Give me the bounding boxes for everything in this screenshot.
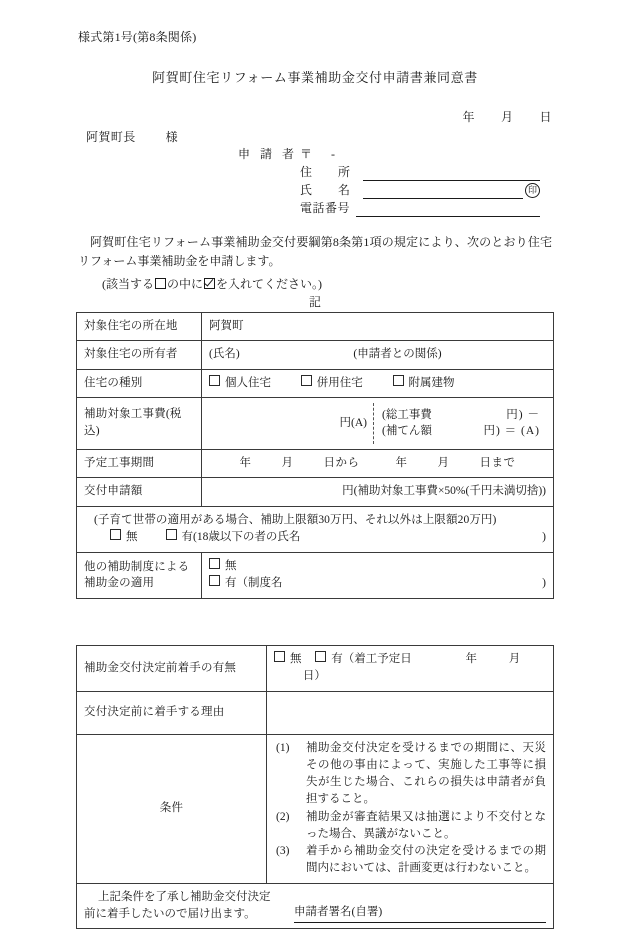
table-row-reason bbox=[77, 691, 554, 734]
period-to-year: 年 bbox=[395, 457, 408, 470]
row-value-owner[interactable] bbox=[202, 341, 554, 369]
label-other-subsidy-none: 無 bbox=[225, 560, 237, 573]
row-label-housing-type: 住宅の種別 bbox=[77, 369, 202, 397]
condition-item bbox=[274, 843, 546, 878]
label-childcare-none: 無 bbox=[126, 530, 138, 543]
row-value-other-subsidy bbox=[202, 553, 554, 599]
table-row-housing-type bbox=[77, 369, 554, 397]
label-other-subsidy-yes: 有（制度名 bbox=[225, 577, 283, 590]
postal-mark-icon: 〒 bbox=[300, 147, 314, 161]
cost-compensation-unit: 円) ＝ (A) bbox=[483, 425, 540, 438]
signature-input-line[interactable] bbox=[382, 908, 546, 923]
table-row-request-amount bbox=[77, 478, 554, 506]
instruction-suffix: を入れてください。) bbox=[216, 277, 323, 291]
postal-input-line[interactable] bbox=[337, 148, 540, 163]
childcare-note: (子育て世帯の適用がある場合、補助上限額30万円、それ以外は上限額20万円) bbox=[94, 513, 497, 526]
declaration-line2: 前に着手したいので届け出ます。 bbox=[84, 907, 256, 920]
label-annex-building: 附属建物 bbox=[408, 376, 455, 389]
row-label-prior-start: 補助金交付決定前着手の有無 bbox=[77, 646, 267, 692]
checkbox-instruction bbox=[78, 275, 576, 293]
condition-text: 着手から補助金交付の決定を受けるまでの期間内においては、計画変更は行わないこと。 bbox=[306, 845, 546, 875]
name-label: 氏 名 bbox=[300, 183, 358, 197]
table-row-location bbox=[77, 313, 554, 341]
row-label-other-subsidy bbox=[77, 553, 202, 599]
phone-label: 電話番号 bbox=[300, 201, 351, 215]
signature-label: 申請者署名(自署) bbox=[294, 904, 382, 923]
table-row-conditions bbox=[77, 734, 554, 883]
condition-number: (1) bbox=[276, 741, 290, 754]
document-title: 阿賀町住宅リフォーム事業補助金交付申請書兼同意書 bbox=[152, 70, 478, 85]
empty-checkbox-icon bbox=[155, 278, 166, 289]
row-value-period[interactable] bbox=[202, 450, 554, 478]
date-day: 日 bbox=[539, 110, 552, 124]
row-value-reason[interactable] bbox=[267, 691, 554, 734]
row-value-request-amount[interactable]: 円(補助対象工事費×50%(千円未満切捨)) bbox=[202, 478, 554, 506]
condition-number: (2) bbox=[276, 810, 290, 823]
applicant-block bbox=[238, 145, 540, 217]
table-row-period bbox=[77, 450, 554, 478]
childcare-options bbox=[84, 529, 546, 546]
childcare-close-paren: ) bbox=[542, 530, 546, 543]
conditions-label: 条件 bbox=[77, 734, 267, 883]
row-value-housing-type bbox=[202, 369, 554, 397]
period-from-year: 年 bbox=[239, 457, 252, 470]
table-row-other-subsidy bbox=[77, 553, 554, 599]
condition-number: (3) bbox=[276, 845, 290, 857]
label-childcare-yes: 有(18歳以下の者の氏名 bbox=[181, 530, 301, 543]
row-label-owner: 対象住宅の所有者 bbox=[77, 341, 202, 369]
checkbox-private-house[interactable] bbox=[209, 375, 220, 386]
declaration-cell bbox=[77, 883, 554, 929]
condition-text: 補助金が審査結果又は抽選により不交付となった場合、異議がないこと。 bbox=[306, 810, 546, 840]
cost-total-unit: 円) － bbox=[506, 408, 540, 421]
checkbox-prior-start-none[interactable] bbox=[274, 651, 285, 662]
address-label: 住 所 bbox=[300, 165, 358, 179]
main-table bbox=[76, 312, 554, 599]
checkbox-other-subsidy-none[interactable] bbox=[209, 558, 220, 569]
form-number: 様式第1号(第8条関係) bbox=[78, 30, 197, 44]
other-subsidy-option-yes bbox=[209, 575, 546, 592]
cost-compensation-label: (補てん額 bbox=[382, 425, 432, 438]
prior-start-year: 年 bbox=[465, 653, 477, 665]
label-prior-start-yes: 有（着工予定日 bbox=[331, 653, 412, 665]
signature-area bbox=[294, 904, 546, 923]
addressee-name: 阿賀町長 bbox=[86, 130, 136, 144]
row-label-period: 予定工事期間 bbox=[77, 450, 202, 478]
period-from-day: 日から bbox=[323, 457, 360, 470]
name-input-line[interactable] bbox=[363, 183, 523, 199]
label-private-house: 個人住宅 bbox=[225, 376, 271, 389]
checkbox-annex-building[interactable] bbox=[393, 375, 404, 386]
other-subsidy-label-line1: 他の補助制度による bbox=[84, 560, 190, 573]
condition-text: 補助金交付決定を受けるまでの期間に、天災その他の事由によって、実施した工事等に損失が生じた場合、これらの損失は申請者が負担すること。 bbox=[306, 741, 546, 806]
declaration-text bbox=[84, 889, 294, 924]
childcare-cell bbox=[77, 506, 554, 553]
conditions-cell bbox=[267, 734, 554, 883]
checkbox-childcare-yes[interactable] bbox=[166, 529, 177, 540]
checkbox-childcare-none[interactable] bbox=[110, 529, 121, 540]
table-row-cost bbox=[77, 397, 554, 449]
table-row-childcare bbox=[77, 506, 554, 553]
second-table bbox=[76, 645, 554, 929]
instruction-prefix: (該当する bbox=[102, 277, 154, 291]
body-paragraph bbox=[78, 233, 552, 272]
seal-icon: 印 bbox=[525, 183, 540, 198]
cost-total-label: (総工事費 bbox=[382, 408, 432, 421]
owner-name-hint: (氏名) bbox=[209, 348, 240, 361]
body-paragraph-text: 阿賀町住宅リフォーム事業補助金交付要綱第8条第1項の規定により、次のとおり住宅リフォーム事業補助金を申請します。 bbox=[78, 235, 552, 269]
period-from-month: 月 bbox=[281, 457, 294, 470]
cost-amount-a[interactable]: 円(A) bbox=[209, 403, 374, 444]
addressee bbox=[86, 128, 178, 146]
label-prior-start-none: 無 bbox=[290, 653, 302, 665]
prior-start-month: 月 bbox=[508, 653, 521, 665]
table-row-declaration bbox=[77, 883, 554, 929]
table-row-prior-start bbox=[77, 646, 554, 692]
other-subsidy-close-paren: ) bbox=[542, 577, 546, 590]
checkbox-other-subsidy-yes[interactable] bbox=[209, 575, 220, 586]
row-value-cost bbox=[202, 397, 554, 449]
applicant-name-row bbox=[238, 181, 540, 199]
owner-relation-hint: (申請者との関係) bbox=[353, 348, 442, 361]
row-label-cost: 補助対象工事費(税込) bbox=[77, 397, 202, 449]
row-label-reason: 交付決定前に着手する理由 bbox=[77, 691, 267, 734]
ki-marker: 記 bbox=[308, 295, 321, 309]
checkbox-mixed-house[interactable] bbox=[301, 375, 312, 386]
date-year: 年 bbox=[462, 110, 475, 124]
applicant-postal-row bbox=[238, 145, 540, 163]
period-to-month: 月 bbox=[437, 457, 450, 470]
cost-calculation bbox=[374, 403, 546, 444]
instruction-middle: の中に bbox=[167, 277, 204, 291]
applicant-address-row bbox=[238, 163, 540, 181]
row-value-location[interactable]: 阿賀町 bbox=[202, 313, 554, 341]
row-label-request-amount: 交付申請額 bbox=[77, 478, 202, 506]
address-input-line[interactable] bbox=[363, 165, 540, 181]
prior-start-day: 日） bbox=[302, 670, 326, 683]
condition-item bbox=[274, 809, 546, 844]
applicant-phone-row bbox=[238, 199, 540, 217]
row-value-prior-start bbox=[267, 646, 554, 692]
date-month: 月 bbox=[500, 110, 514, 124]
label-mixed-house: 併用住宅 bbox=[316, 376, 363, 389]
applicant-label: 申 請 者 bbox=[238, 147, 298, 161]
period-to-day: 日まで bbox=[479, 457, 516, 470]
other-subsidy-option-none bbox=[209, 558, 546, 575]
checked-checkbox-icon bbox=[204, 278, 215, 289]
checkbox-prior-start-yes[interactable] bbox=[315, 651, 326, 662]
other-subsidy-label-line2: 補助金の適用 bbox=[84, 577, 155, 590]
row-label-location: 対象住宅の所在地 bbox=[77, 313, 202, 341]
table-row-owner bbox=[77, 341, 554, 369]
addressee-honorific: 様 bbox=[165, 130, 179, 144]
condition-item bbox=[274, 740, 546, 809]
postal-dash: - bbox=[331, 147, 336, 161]
declaration-line1: 上記条件を了承し補助金交付決定 bbox=[98, 890, 271, 903]
date-line bbox=[462, 108, 552, 126]
phone-input-line[interactable] bbox=[356, 201, 540, 217]
